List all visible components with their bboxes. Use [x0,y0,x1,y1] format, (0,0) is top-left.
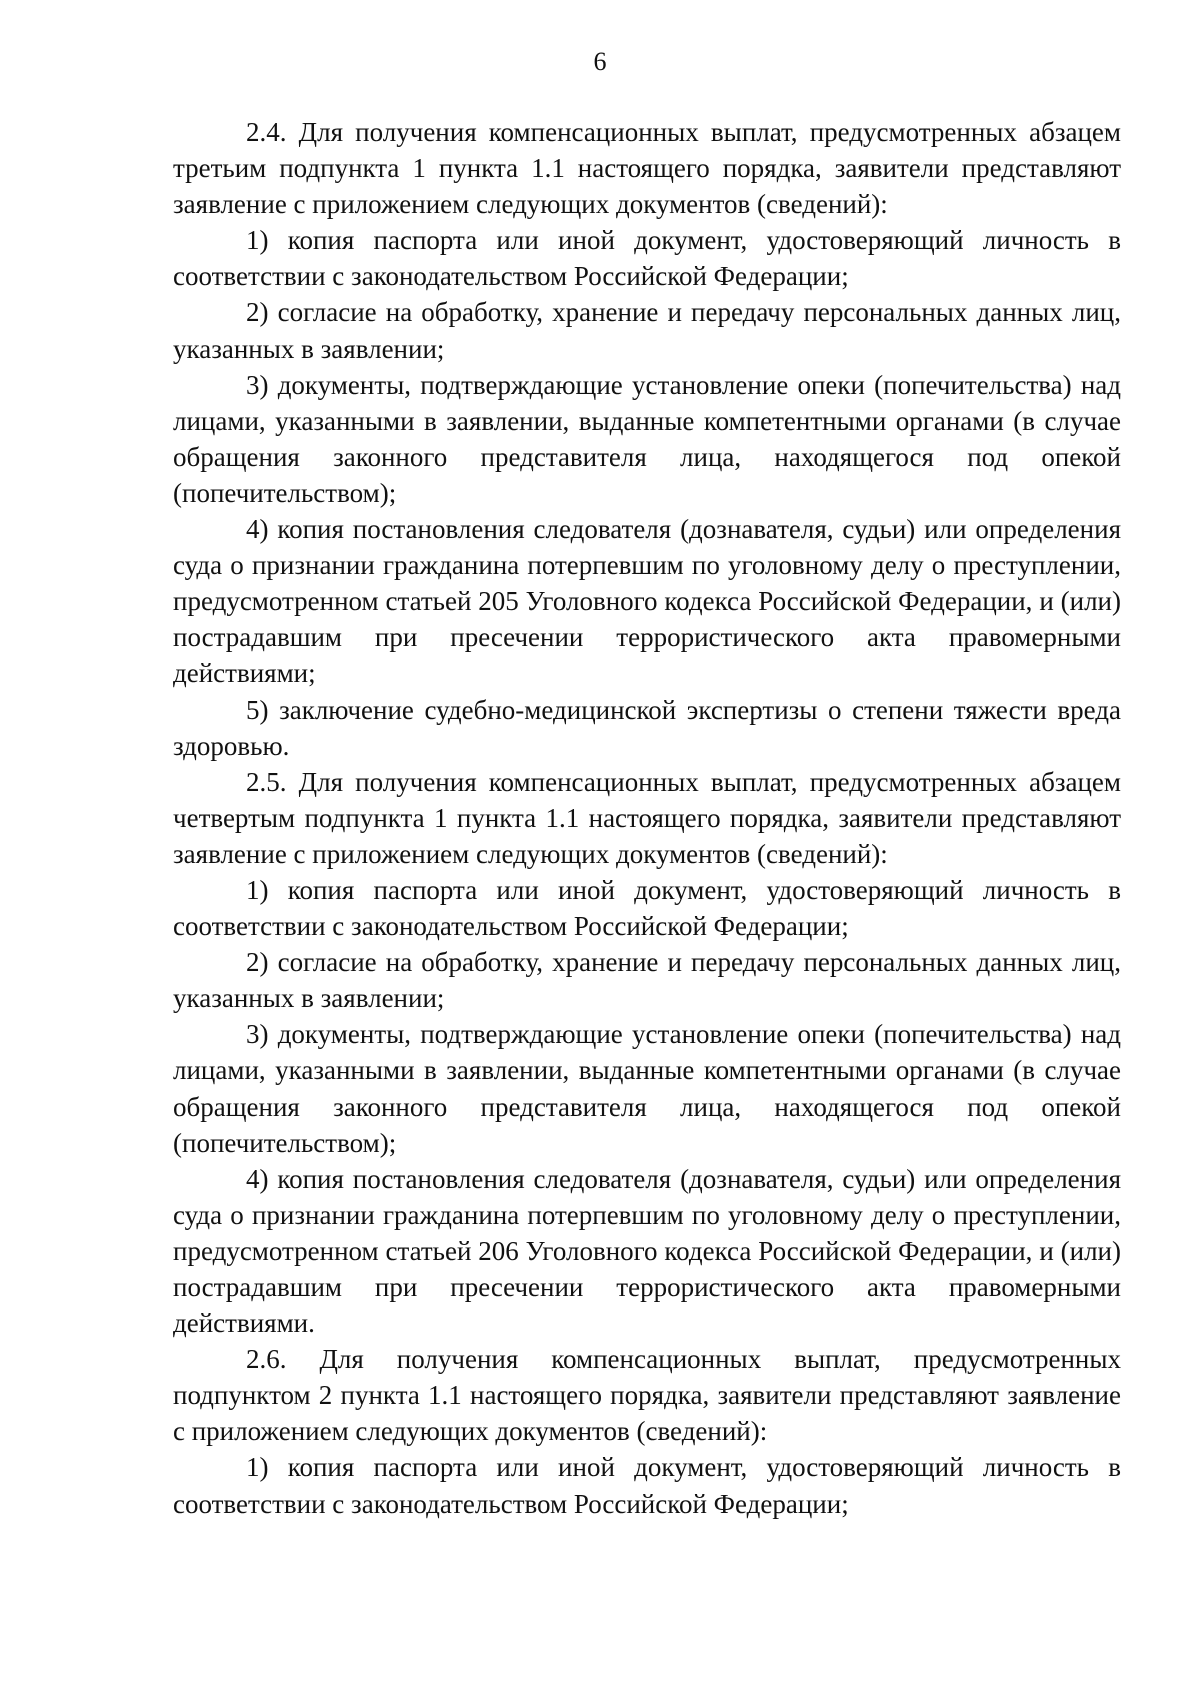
page-number: 6 [593,47,607,76]
paragraph-2-4: 2.4. Для получения компенсационных выплат, предусмотренных абзацем третьим подпункта 1 пункта 1.1 настоящего порядка, заявители представляют заявление с приложением следующих документов (сведений): [173,117,1121,220]
paragraph-2-6-item-1: 1) копия паспорта или иной документ, удостоверяющий личность в соответствии с законодательством Российской Федерации; [173,1452,1121,1519]
paragraph-2-4-item-1: 1) копия паспорта или иной документ, удостоверяющий личность в соответствии с законодательством Российской Федерации; [173,225,1121,292]
paragraph-2-4-item-4: 4) копия постановления следователя (дознавателя, судьи) или определения суда о признании гражданина потерпевшим по уголовному делу о преступлении, предусмотренном статьей 205 Уголовного кодекса Российской Федерации, и (или) пострадавшим при пресечении террористического акта правомерными действиями; [173,514,1121,689]
paragraph-2-4-item-5: 5) заключение судебно-медицинской экспертизы о степени тяжести вреда здоровью. [173,694,1121,761]
paragraph-2-4-item-2: 2) согласие на обработку, хранение и передачу персональных данных лиц, указанных в заявлении; [173,297,1121,364]
paragraph-2-6: 2.6. Для получения компенсационных выплат, предусмотренных подпунктом 2 пункта 1.1 настоящего порядка, заявители представляют заявление с приложением следующих документов (сведений): [173,1344,1121,1447]
document-body [173,114,1121,1522]
paragraph-2-4-item-3: 3) документы, подтверждающие установление опеки (попечительства) над лицами, указанными в заявлении, выданные компетентными органами (в случае обращения законного представителя лица, находящегося под опекой (попечительством); [173,369,1121,508]
paragraph-2-5-item-2: 2) согласие на обработку, хранение и передачу персональных данных лиц, указанных в заявлении; [173,947,1121,1014]
paragraph-2-5-item-3: 3) документы, подтверждающие установление опеки (попечительства) над лицами, указанными в заявлении, выданные компетентными органами (в случае обращения законного представителя лица, находящегося под опекой (попечительством); [173,1019,1121,1158]
paragraph-2-5-item-1: 1) копия паспорта или иной документ, удостоверяющий личность в соответствии с законодательством Российской Федерации; [173,874,1121,942]
paragraph-2-5-item-4: 4) копия постановления следователя (дознавателя, судьи) или определения суда о признании гражданина потерпевшим по уголовному делу о преступлении, предусмотренном статьей 206 Уголовного кодекса Российской Федерации, и (или) пострадавшим при пресечении террористического акта правомерными действиями. [173,1163,1121,1339]
paragraph-2-5: 2.5. Для получения компенсационных выплат, предусмотренных абзацем четвертым подпункта 1 пункта 1.1 настоящего порядка, заявители представляют заявление с приложением следующих документов (сведений): [173,766,1121,869]
